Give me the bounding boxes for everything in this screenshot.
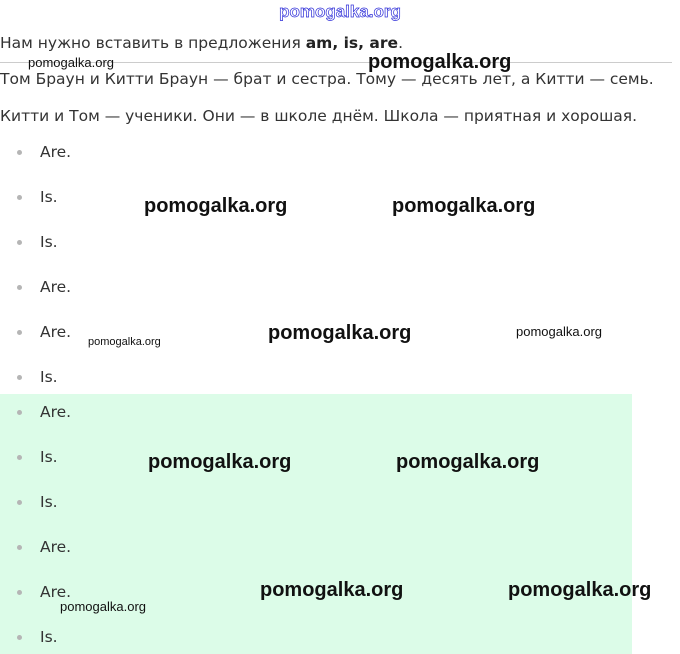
watermark: pomogalka.org: [148, 451, 292, 473]
list-item: Are.: [0, 143, 200, 163]
bullet-icon: [17, 240, 22, 245]
watermark: pomogalka.org: [368, 51, 512, 73]
watermark: pomogalka.org: [508, 579, 652, 601]
bullet-icon: [17, 500, 22, 505]
list-item: Are.: [0, 538, 200, 558]
site-logo[interactable]: pomogalka.org: [279, 2, 401, 21]
watermark: pomogalka.org: [260, 579, 404, 601]
watermark: pomogalka.org: [60, 599, 146, 614]
text-line-2: Китти и Том — ученики. Они — в школе днём. Школа — приятная и хорошая.: [0, 107, 638, 125]
bullet-icon: [17, 590, 22, 595]
list-item: Are.: [0, 403, 200, 423]
task-intro: [0, 34, 403, 52]
verb-list: am, is, are: [305, 34, 399, 52]
watermark: pomogalka.org: [268, 322, 412, 344]
intro-prefix: Нам нужно вставить в предложения: [0, 34, 306, 52]
bullet-icon: [17, 195, 22, 200]
watermark: pomogalka.org: [396, 451, 540, 473]
bullet-icon: [17, 150, 22, 155]
list-item: Is.: [0, 448, 200, 468]
bullet-icon: [17, 545, 22, 550]
list-item: Are.: [0, 323, 200, 343]
intro-suffix: .: [398, 34, 403, 52]
bullet-icon: [17, 375, 22, 380]
text-line-1: Том Браун и Китти Браун — брат и сестра. Тому — десять лет, а Китти — семь.: [0, 70, 654, 88]
list-item: Is.: [0, 188, 200, 208]
bullet-icon: [17, 635, 22, 640]
highlight-block: [0, 394, 632, 654]
bullet-icon: [17, 285, 22, 290]
watermark: pomogalka.org: [144, 195, 288, 217]
watermark: pomogalka.org: [28, 55, 114, 70]
list-item: Is.: [0, 493, 200, 513]
list-item: Are.: [0, 278, 200, 298]
bullet-icon: [17, 410, 22, 415]
list-item: Are.: [0, 583, 200, 603]
list-item: Is.: [0, 628, 200, 648]
bullet-icon: [17, 330, 22, 335]
watermark: pomogalka.org: [516, 324, 602, 339]
bullet-icon: [17, 455, 22, 460]
list-item: Is.: [0, 368, 200, 388]
list-item: Is.: [0, 233, 200, 253]
watermark: pomogalka.org: [88, 336, 161, 348]
watermark: pomogalka.org: [392, 195, 536, 217]
